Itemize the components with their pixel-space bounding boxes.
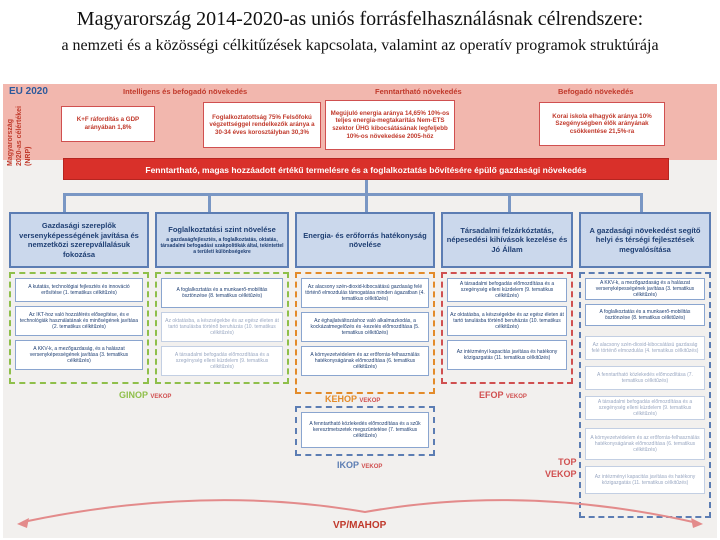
program-ginop: GINOP VEKOP: [119, 390, 172, 400]
list-item: A társadalmi befogadás előmozdítása és a szegénység elleni küzdelem (9. tematikus célkitűzés): [585, 396, 705, 420]
list-item: Az alacsony szén-dioxid-kibocsátású gazdaság felé történő elmozdulás támogatása minden ágazatban (4. tematikus célkitűzés): [301, 278, 429, 308]
list-item: Az éghajlatváltozáshoz való alkalmazkodás, a kockázatmegelőzés és -kezelés előmozdítása (5. tematikus célkitűzés): [301, 312, 429, 342]
list-item: Az oktatásba, a készségekbe és az egész életen át tartó tanulásba történő beruházás (10. tematikus célkitűzés): [161, 312, 283, 342]
priority-competitiveness: Gazdasági szereplők versenyképességének javítása és nemzetközi szerepvállalásuk fokozása: [9, 212, 149, 268]
page-title: Magyarország 2014-2020-as uniós forrásfelhasználásnak célrendszere:: [76, 8, 644, 30]
priority-energy: Energia- és erőforrás hatékonyság növelése: [295, 212, 435, 268]
list-item: Az alacsony szén-dioxid-kibocsátású gazdaság felé történő elmozdulás (4. tematikus célkitűzés): [585, 336, 705, 360]
priority-social: Társadalmi felzárkóztatás, népesedési kihívások kezelése és Jó Állam: [441, 212, 573, 268]
list-item: A foglalkoztatás és a munkaerő-mobilitás ösztönzése (8. tematikus célkitűzés): [585, 304, 705, 326]
eu2020-label: EU 2020: [9, 86, 48, 97]
program-kehop: KEHOP VEKOP: [325, 394, 381, 404]
list-item: A környezetvédelem és az erőforrás-felhasználás hatékonyságának előmozdítása (6. tematikus célkitűzés): [301, 346, 429, 376]
list-item: A fenntartható közlekedés előmozdítása és a szűk keresztmetszetek megszüntetése (7. tematikus célkitűzés): [301, 412, 429, 448]
target-education-poverty: Korai iskola elhagyók aránya 10% Szegénységben élők arányának csökkentése 21,5%-ra: [539, 102, 665, 146]
list-item: A társadalmi befogadás előmozdítása és a szegénység elleni küzdelem (9. tematikus célkitűzés): [161, 346, 283, 376]
priority-local-development: A gazdasági növekedést segítő helyi és térségi fejlesztések megvalósítása: [579, 212, 711, 268]
list-item: A fenntartható közlekedés előmozdítása (7. tematikus célkitűzés): [585, 366, 705, 390]
band-head-sustainable: Fenntartható növekedés: [375, 87, 462, 96]
vp-mahop-arrow: [3, 84, 717, 538]
list-item: A környezetvédelem és az erőforrás-felhasználás hatékonyságának előmozdítása (6. tematikus célkitűzés): [585, 428, 705, 460]
list-item: Az IKT-hoz való hozzáférés elősegítése, és e technológiák használatának és minőségének javítása (2. tematikus célkitűzés): [15, 306, 143, 336]
priority-employment-sub: a gazdaságfejlesztés, a foglalkoztatás, oktatás, társadalmi befogadási szakpolitikák által, tekintettel a területi különbségekre: [160, 236, 284, 255]
program-vp-mahop: VP/MAHOP: [333, 520, 387, 531]
target-rnd: K+F ráfordítás a GDP arányában 1,8%: [61, 106, 155, 142]
list-item: A KKV-k, a mezőgazdaság és a halászat versenyképességének javítása (3. tematikus célkitűzés): [585, 278, 705, 300]
target-employment: Foglalkoztatottság 75% Felsőfokú végzettséggel rendelkezők aránya a 30-34 éves korosztályban 30,3%: [203, 102, 321, 148]
growth-banner: Fenntartható, magas hozzáadott értékű termelésre és a foglalkoztatás bővítésére épülő gazdasági növekedés: [63, 158, 669, 180]
program-top: TOP VEKOP: [545, 457, 577, 479]
national-targets-label: Magyarország 2020-as célértékei (NRP): [7, 106, 32, 166]
list-item: Az intézményi kapacitás javítása és hatékony közigazgatás (11. tematikus célkitűzés): [585, 466, 705, 494]
list-item: A társadalmi befogadás előmozdítása és a szegénység elleni küzdelem (9. tematikus célkitűzés): [447, 278, 567, 302]
band-head-smart: Intelligens és befogadó növekedés: [123, 87, 248, 96]
page-subtitle: a nemzeti és a közösségi célkitűzések kapcsolata, valamint az operatív programok struktúrája: [61, 37, 659, 54]
program-ikop: IKOP VEKOP: [337, 460, 383, 470]
band-head-inclusive: Befogadó növekedés: [558, 87, 634, 96]
list-item: A foglalkoztatás és a munkaerő-mobilitás ösztönzése (8. tematikus célkitűzés): [161, 278, 283, 308]
priority-employment: Foglalkoztatási szint növelése a gazdaságfejlesztés, a foglalkoztatás, oktatás, társadalmi befogadási szakpolitikák által, tekintettel a területi különbségekre: [155, 212, 289, 268]
list-item: Az oktatásba, a készségekbe és az egész életen át tartó tanulásba történő beruházás (10. tematikus célkitűzés): [447, 306, 567, 336]
program-efop: EFOP VEKOP: [479, 390, 527, 400]
list-item: Az intézményi kapacitás javítása és hatékony közigazgatás (11. tematikus célkitűzés): [447, 340, 567, 370]
target-energy: Megújuló energia aránya 14,65% 10%-os teljes energia-megtakarítás Nem-ETS szektor ÜHG kibocsátásának legfeljebb 10%-os növekedése 2005-höz: [325, 100, 455, 150]
objectives-diagram: [3, 84, 717, 538]
list-item: A KKV-k, a mezőgazdaság, és a halászat versenyképességének javítása (3. tematikus célkitűzés): [15, 340, 143, 370]
list-item: A kutatás, technológiai fejlesztés és innováció erősítése (1. tematikus célkitűzés): [15, 278, 143, 302]
